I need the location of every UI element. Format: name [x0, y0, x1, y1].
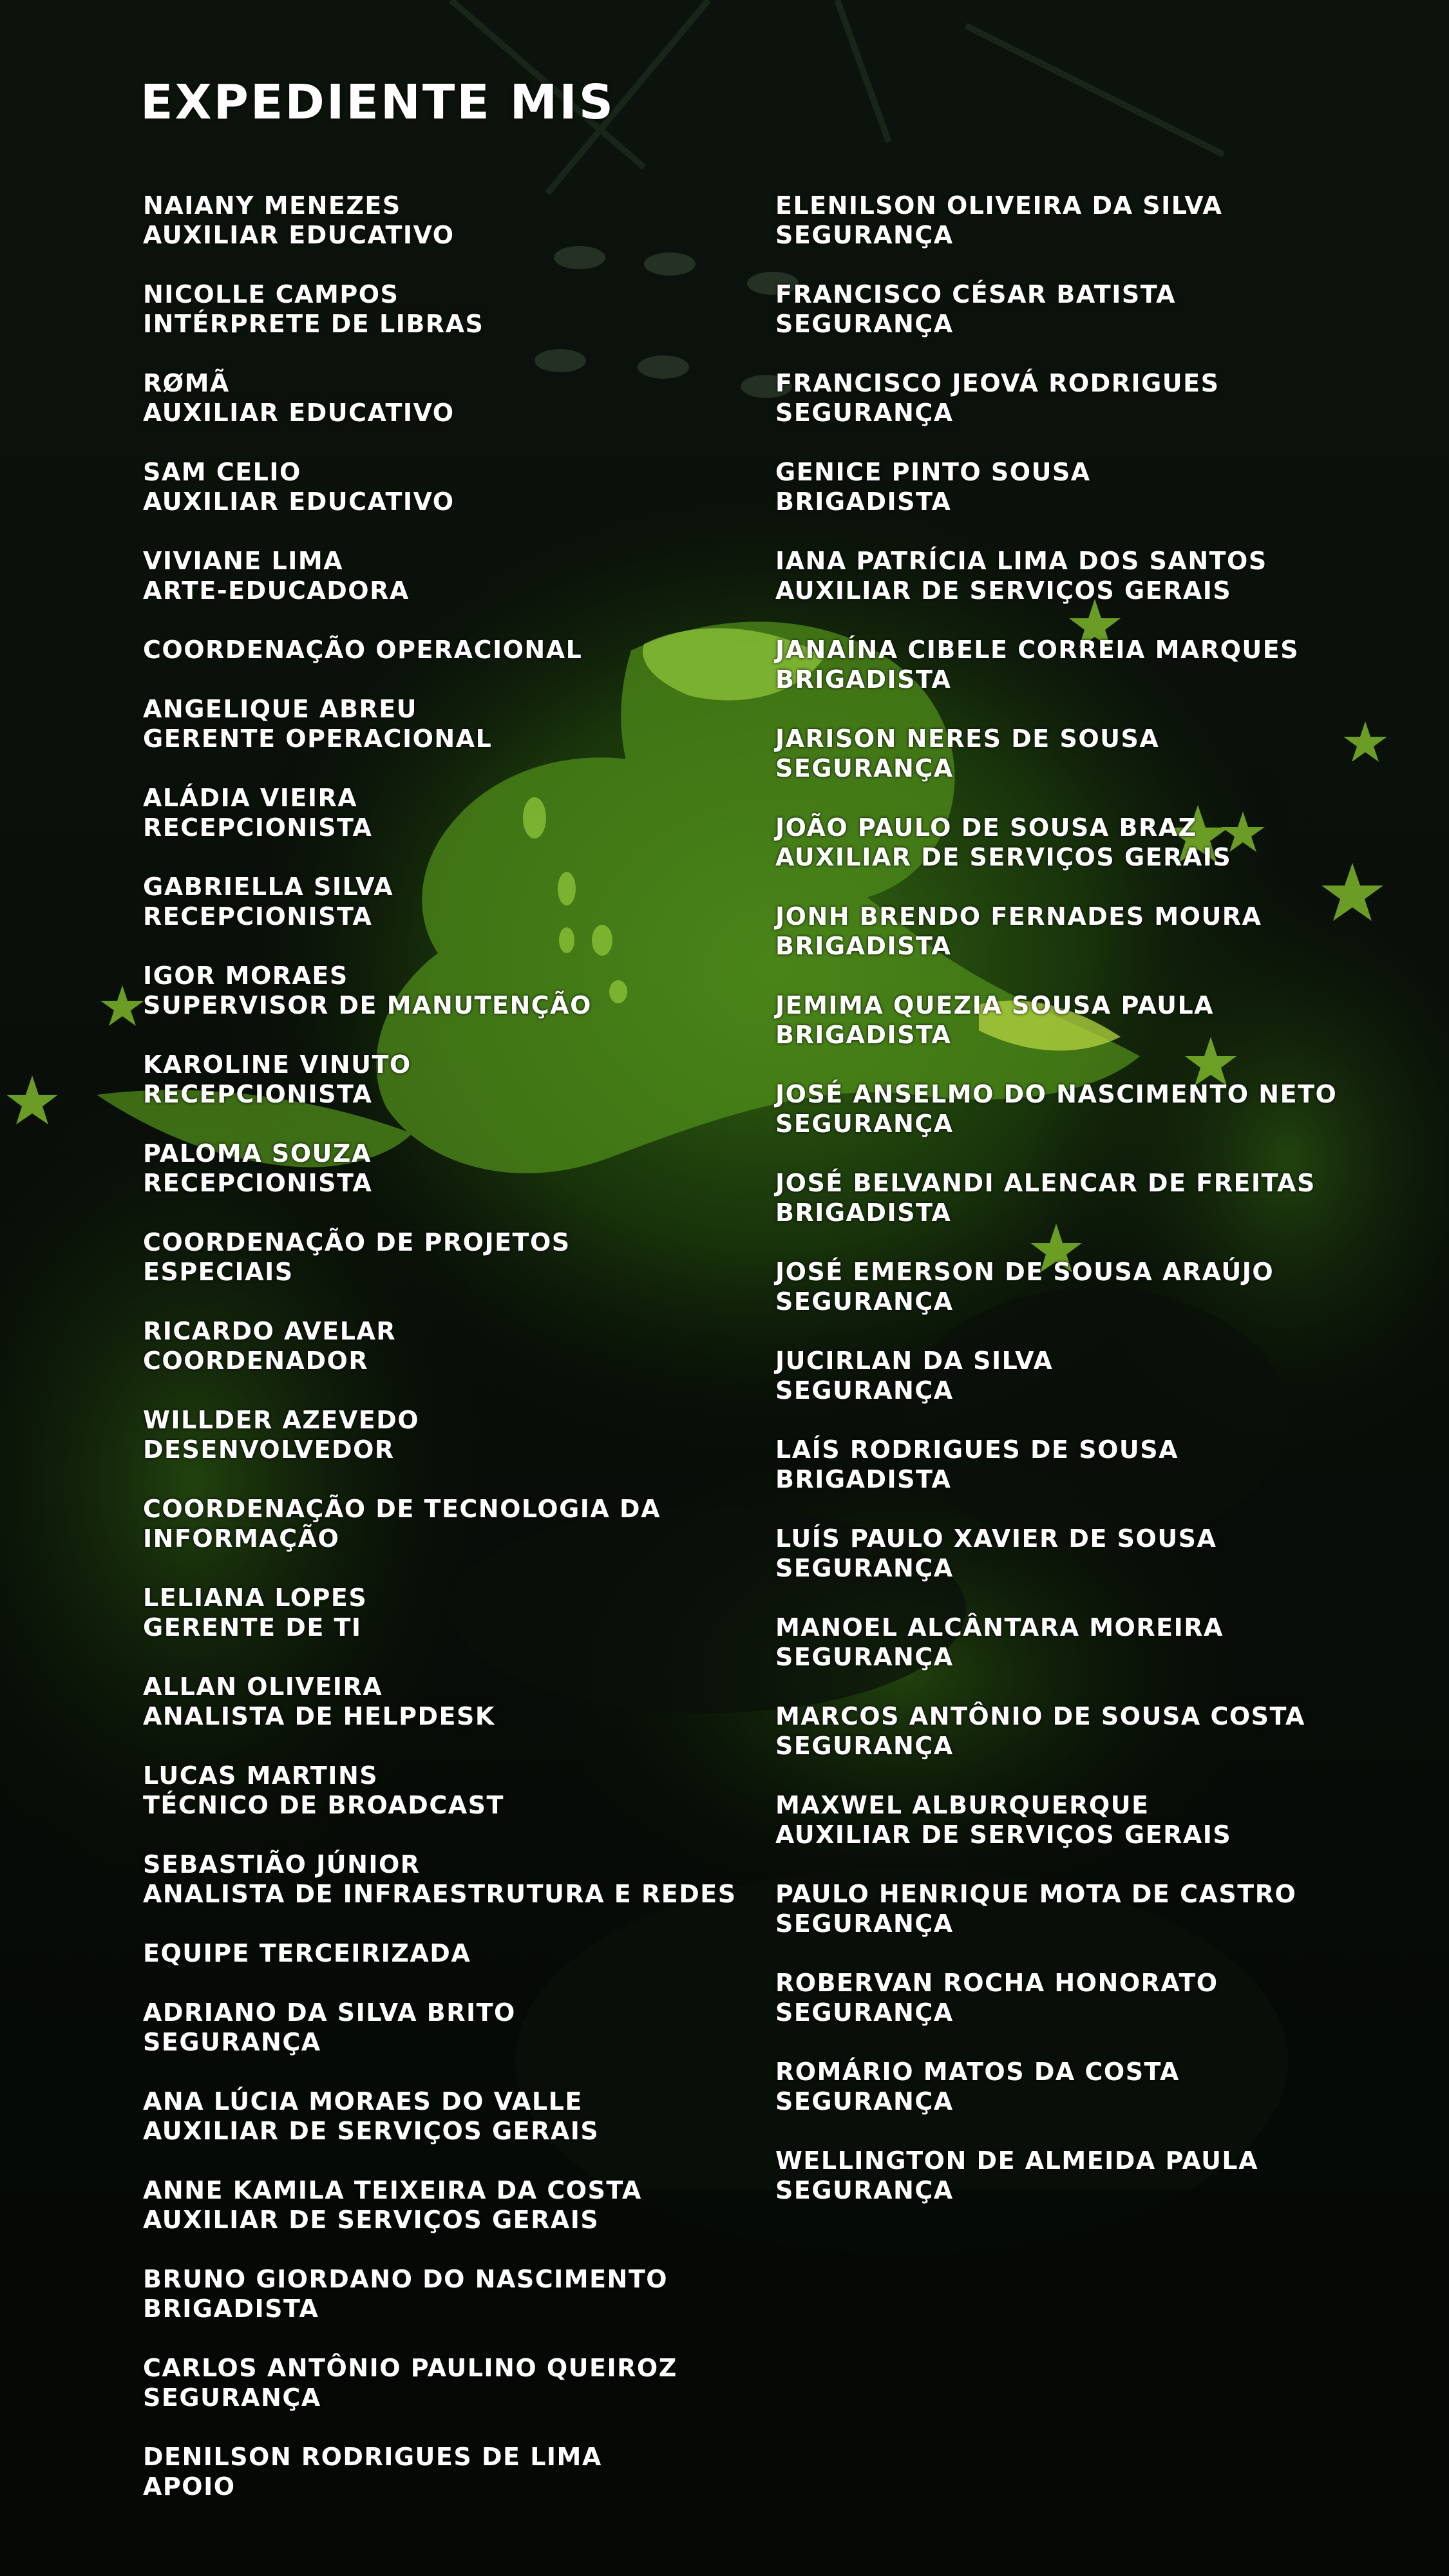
person-role: BRIGADISTA: [775, 932, 952, 960]
page-title: EXPEDIENTE MIS: [140, 75, 616, 130]
credit-entry: [143, 546, 723, 605]
person-role: SEGURANÇA: [775, 399, 954, 427]
credit-entry: [775, 1879, 1406, 1938]
section-heading-text: EQUIPE TERCEIRIZADA: [143, 1939, 471, 1967]
person-name: GABRIELLA SILVA: [143, 873, 394, 901]
person-role: SEGURANÇA: [775, 2176, 954, 2204]
person-name: JOSÉ BELVANDI ALENCAR DE FREITAS: [775, 1169, 1316, 1197]
credit-entry: [775, 2057, 1406, 2116]
credit-entry: [143, 1761, 723, 1820]
credit-entry: [143, 783, 723, 842]
person-name: SAM CELIO: [143, 458, 301, 486]
person-name: NAIANY MENEZES: [143, 191, 401, 220]
person-name: GENICE PINTO SOUSA: [775, 458, 1091, 486]
person-name: LUÍS PAULO XAVIER DE SOUSA: [775, 1524, 1217, 1553]
person-role: GERENTE DE TI: [143, 1613, 362, 1642]
person-name: DENILSON RODRIGUES DE LIMA: [143, 2443, 602, 2471]
person-name: JONH BRENDO FERNADES MOURA: [775, 902, 1262, 931]
person-role: AUXILIAR EDUCATIVO: [143, 399, 455, 427]
person-role: SEGURANÇA: [143, 2383, 321, 2412]
credit-entry: [775, 368, 1406, 428]
person-name: ALLAN OLIVEIRA: [143, 1672, 383, 1701]
credit-entry: [143, 1672, 723, 1731]
person-role: SEGURANÇA: [775, 1554, 954, 1582]
credit-entry: [143, 2175, 723, 2235]
credit-entry: [143, 872, 723, 931]
person-role: RECEPCIONISTA: [143, 813, 373, 842]
person-name: JOSÉ ANSELMO DO NASCIMENTO NETO: [775, 1080, 1338, 1108]
credit-entry: [143, 368, 723, 428]
person-name: RØMÃ: [143, 369, 230, 397]
person-role: BRIGADISTA: [775, 488, 952, 516]
credit-entry: [143, 457, 723, 516]
credit-entry: [775, 1168, 1406, 1227]
person-name: WILLDER AZEVEDO: [143, 1406, 420, 1434]
person-name: BRUNO GIORDANO DO NASCIMENTO: [143, 2265, 668, 2293]
credit-entry: [143, 694, 723, 753]
section-heading: [143, 635, 723, 665]
person-name: FRANCISCO CÉSAR BATISTA: [775, 280, 1177, 308]
credit-entry: [143, 1139, 723, 1198]
credit-entry: [775, 1257, 1406, 1316]
person-name: JOSÉ EMERSON DE SOUSA ARAÚJO: [775, 1258, 1274, 1286]
person-name: ANGELIQUE ABREU: [143, 695, 418, 723]
person-name: JOÃO PAULO DE SOUSA BRAZ: [775, 813, 1197, 842]
credit-entry: [143, 2087, 723, 2146]
credit-entry: [775, 457, 1406, 516]
person-role: SUPERVISOR DE MANUTENÇÃO: [143, 991, 592, 1019]
credit-entry: [775, 990, 1406, 1050]
person-name: LAÍS RODRIGUES DE SOUSA: [775, 1435, 1179, 1464]
person-name: ADRIANO DA SILVA BRITO: [143, 1998, 516, 2027]
person-role: GERENTE OPERACIONAL: [143, 724, 493, 753]
person-role: RECEPCIONISTA: [143, 902, 373, 931]
person-role: SEGURANÇA: [775, 310, 954, 338]
person-role: AUXILIAR DE SERVIÇOS GERAIS: [775, 843, 1232, 871]
person-name: MAXWEL ALBURQUERQUE: [775, 1791, 1150, 1819]
person-role: SEGURANÇA: [775, 1732, 954, 1760]
person-name: ROBERVAN ROCHA HONORATO: [775, 1969, 1218, 1997]
person-name: IANA PATRÍCIA LIMA DOS SANTOS: [775, 547, 1267, 575]
person-name: ROMÁRIO MATOS DA COSTA: [775, 2058, 1180, 2086]
person-role: INTÉRPRETE DE LIBRAS: [143, 310, 484, 338]
credit-entry: [775, 191, 1406, 250]
person-role: SEGURANÇA: [775, 1376, 954, 1405]
credit-entry: [775, 1701, 1406, 1761]
person-role: BRIGADISTA: [775, 1021, 952, 1049]
person-role: BRIGADISTA: [775, 1198, 952, 1227]
person-name: ALÁDIA VIEIRA: [143, 784, 358, 812]
person-name: LELIANA LOPES: [143, 1584, 368, 1612]
credit-entry: [775, 2146, 1406, 2205]
credit-entry: [775, 1613, 1406, 1672]
credit-entry: [775, 279, 1406, 339]
person-name: NICOLLE CAMPOS: [143, 280, 399, 308]
credit-entry: [143, 1850, 737, 1909]
person-name: CARLOS ANTÔNIO PAULINO QUEIROZ: [143, 2354, 677, 2382]
person-role: SEGURANÇA: [143, 2028, 321, 2056]
person-role: COORDENADOR: [143, 1347, 369, 1375]
person-role: SEGURANÇA: [775, 1287, 954, 1316]
person-role: SEGURANÇA: [775, 1998, 954, 2027]
person-name: JANAÍNA CIBELE CORREIA MARQUES: [775, 636, 1300, 664]
person-role: ANALISTA DE HELPDESK: [143, 1702, 495, 1730]
person-name: PALOMA SOUZA: [143, 1139, 372, 1168]
credit-entry: [143, 1405, 723, 1464]
credit-entry: [143, 961, 723, 1020]
person-role: AUXILIAR EDUCATIVO: [143, 221, 455, 249]
credit-entry: [775, 902, 1406, 961]
person-name: MANOEL ALCÂNTARA MOREIRA: [775, 1613, 1224, 1642]
credit-entry: [143, 2353, 723, 2412]
person-role: RECEPCIONISTA: [143, 1169, 373, 1197]
person-role: DESENVOLVEDOR: [143, 1435, 395, 1464]
section-heading: [143, 1227, 723, 1287]
person-role: AUXILIAR DE SERVIÇOS GERAIS: [143, 2206, 600, 2234]
credit-entry: [775, 1968, 1406, 2027]
person-name: MARCOS ANTÔNIO DE SOUSA COSTA: [775, 1702, 1305, 1730]
person-name: ELENILSON OLIVEIRA DA SILVA: [775, 191, 1223, 220]
person-name: ANA LÚCIA MORAES DO VALLE: [143, 2087, 583, 2116]
credit-entry: [775, 546, 1406, 605]
person-name: ANNE KAMILA TEIXEIRA DA COSTA: [143, 2176, 642, 2204]
credit-entry: [775, 1079, 1406, 1139]
credit-entry: [775, 635, 1406, 694]
section-heading-text-cont: INFORMAÇÃO: [143, 1524, 340, 1553]
person-role: AUXILIAR DE SERVIÇOS GERAIS: [143, 2117, 600, 2145]
person-role: SEGURANÇA: [775, 1110, 954, 1138]
credit-entry: [143, 2264, 723, 2324]
person-role: SEGURANÇA: [775, 754, 954, 782]
person-role: SEGURANÇA: [775, 2087, 954, 2116]
person-name: VIVIANE LIMA: [143, 547, 344, 575]
section-heading-text: COORDENAÇÃO DE TECNOLOGIA DA: [143, 1495, 661, 1523]
credit-entry: [775, 1346, 1406, 1405]
person-name: IGOR MORAES: [143, 961, 348, 990]
credit-entry: [143, 1316, 723, 1376]
credit-entry: [775, 1524, 1406, 1583]
credit-entry: [143, 1050, 723, 1109]
person-name: PAULO HENRIQUE MOTA DE CASTRO: [775, 1880, 1297, 1908]
person-role: TÉCNICO DE BROADCAST: [143, 1791, 504, 1819]
section-heading: [143, 1938, 723, 1968]
section-heading: [143, 1494, 723, 1553]
person-role: SEGURANÇA: [775, 1909, 954, 1938]
person-name: LUCAS MARTINS: [143, 1761, 379, 1790]
credit-entry: [143, 2442, 723, 2501]
person-name: JUCIRLAN DA SILVA: [775, 1347, 1054, 1375]
person-role: AUXILIAR DE SERVIÇOS GERAIS: [775, 576, 1232, 605]
person-name: JARISON NERES DE SOUSA: [775, 724, 1160, 753]
person-role: BRIGADISTA: [143, 2295, 319, 2323]
credit-entry: [143, 191, 723, 250]
person-role: SEGURANÇA: [775, 1643, 954, 1671]
person-name: SEBASTIÃO JÚNIOR: [143, 1850, 421, 1879]
section-heading-text: COORDENAÇÃO DE PROJETOS ESPECIAIS: [143, 1228, 571, 1286]
credits-column-right: [775, 191, 1406, 2205]
person-name: FRANCISCO JEOVÁ RODRIGUES: [775, 369, 1220, 397]
credit-entry: [775, 1435, 1406, 1494]
credit-entry: [775, 1790, 1406, 1850]
person-role: AUXILIAR EDUCATIVO: [143, 488, 455, 516]
credit-entry: [143, 1583, 723, 1642]
person-role: APOIO: [143, 2472, 236, 2501]
section-heading-text: COORDENAÇÃO OPERACIONAL: [143, 636, 583, 664]
person-role: AUXILIAR DE SERVIÇOS GERAIS: [775, 1821, 1232, 1849]
person-role: ARTE-EDUCADORA: [143, 576, 410, 605]
credit-entry: [775, 813, 1406, 872]
person-name: WELLINGTON DE ALMEIDA PAULA: [775, 2146, 1259, 2175]
person-name: RICARDO AVELAR: [143, 1317, 397, 1345]
person-name: KAROLINE VINUTO: [143, 1050, 412, 1079]
credit-entry: [143, 279, 723, 339]
credits-column-left: [143, 191, 737, 2501]
person-role: ANALISTA DE INFRAESTRUTURA E REDES: [143, 1880, 737, 1908]
person-role: BRIGADISTA: [775, 1465, 952, 1493]
credit-entry: [775, 724, 1406, 783]
person-role: BRIGADISTA: [775, 665, 952, 694]
person-role: RECEPCIONISTA: [143, 1080, 373, 1108]
credit-entry: [143, 1998, 723, 2057]
person-role: SEGURANÇA: [775, 221, 954, 249]
person-name: JEMIMA QUEZIA SOUSA PAULA: [775, 991, 1215, 1019]
